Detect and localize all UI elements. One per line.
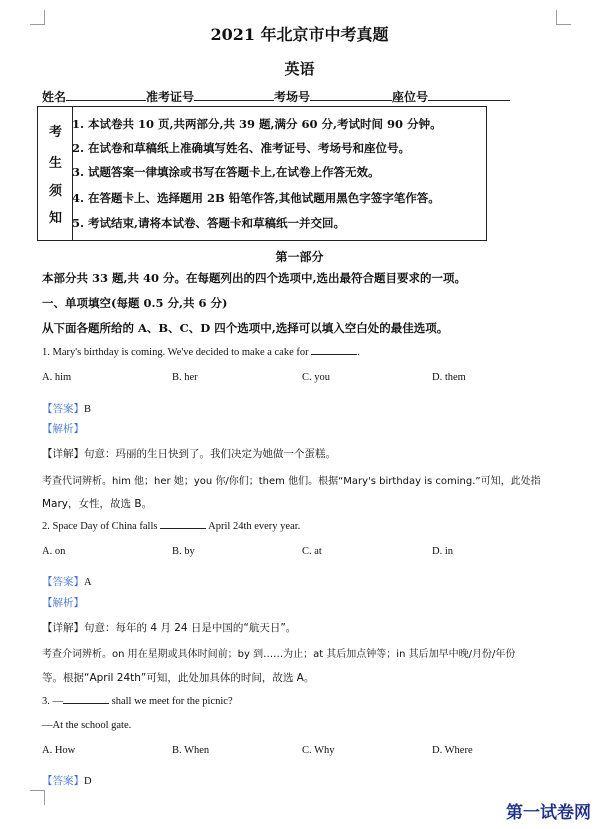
detail-line: 【详解】句意：每年的 4 月 24 日是中国的“航天日”。 bbox=[42, 622, 297, 634]
option-a[interactable]: A. him bbox=[42, 372, 72, 383]
question-3-stem bbox=[42, 695, 233, 707]
answer-tag: 【答案】 bbox=[42, 403, 84, 415]
option-b[interactable]: B. by bbox=[172, 546, 195, 557]
question-stem-text: 3. — bbox=[42, 696, 63, 707]
option-b[interactable]: B. her bbox=[172, 372, 198, 383]
seat-number-field[interactable] bbox=[428, 88, 510, 101]
detail-line: 【详解】句意：玛丽的生日快到了。我们决定为她做一个蛋糕。 bbox=[42, 448, 336, 460]
notes-side-char: 考 bbox=[49, 125, 63, 140]
notes-side-char: 须 bbox=[49, 184, 63, 199]
section-instruction: 从下面各题所给的 A、B、C、D 四个选项中,选择可以填入空白处的最佳选项。 bbox=[42, 321, 449, 335]
notes-rule: 3. 试题答案一律填涂或书写在答题卡上,在试卷上作答无效。 bbox=[72, 165, 380, 179]
exam-number-label: 准考证号 bbox=[146, 90, 195, 104]
question-1-stem bbox=[42, 346, 360, 358]
answer-tag: 【答案】 bbox=[42, 775, 84, 787]
analysis-tag: 【解析】 bbox=[42, 423, 84, 435]
name-label: 姓名 bbox=[42, 90, 67, 104]
answer-value: A bbox=[84, 577, 92, 588]
option-d[interactable]: D. in bbox=[432, 546, 453, 557]
detail-line: 考查代词辨析。him 他；her 她；you 你/你们；them 他们。根据“Mary's birthday is coming.”可知，此处指 bbox=[42, 476, 541, 487]
notes-side-char: 生 bbox=[49, 156, 63, 171]
answer-line bbox=[42, 769, 92, 788]
answer-blank bbox=[63, 695, 109, 704]
seat-number-label: 座位号 bbox=[392, 90, 429, 104]
exam-number-field[interactable] bbox=[194, 88, 274, 101]
answer-value: B bbox=[84, 404, 92, 415]
notes-rule: 5. 考试结束,请将本试卷、答题卡和草稿纸一并交回。 bbox=[72, 216, 346, 230]
option-c[interactable]: C. Why bbox=[302, 745, 335, 756]
question-3-reply: —At the school gate. bbox=[42, 720, 132, 731]
answer-line bbox=[42, 570, 92, 589]
part-intro: 本部分共 33 题,共 40 分。在每题列出的四个选项中,选出最符合题目要求的一项。 bbox=[42, 271, 467, 285]
page-title: 2021 年北京市中考真题 bbox=[210, 25, 389, 44]
crop-mark-bottom-left bbox=[30, 790, 45, 805]
answer-line bbox=[42, 397, 91, 416]
option-d[interactable]: D. Where bbox=[432, 745, 473, 756]
option-b[interactable]: B. When bbox=[172, 745, 210, 756]
part-title: 第一部分 bbox=[275, 250, 324, 264]
question-2-stem bbox=[42, 520, 300, 532]
candidate-info-row bbox=[42, 86, 510, 105]
site-watermark: 第一试卷网 bbox=[506, 803, 591, 823]
question-stem-text: . bbox=[357, 347, 360, 358]
answer-blank bbox=[160, 520, 206, 529]
notes-rule: 1. 本试卷共 10 页,共两部分,共 39 题,满分 60 分,考试时间 90 分钟。 bbox=[72, 117, 442, 131]
page-subtitle: 英语 bbox=[284, 60, 315, 78]
option-d[interactable]: D. them bbox=[432, 372, 466, 383]
option-a[interactable]: A. How bbox=[42, 745, 76, 756]
notes-rule: 2. 在试卷和草稿纸上准确填写姓名、准考证号、考场号和座位号。 bbox=[72, 141, 411, 155]
question-stem-text: 1. Mary's birthday is coming. We've decided to make a cake for bbox=[42, 347, 309, 358]
answer-tag: 【答案】 bbox=[42, 576, 84, 588]
question-stem-text: 2. Space Day of China falls bbox=[42, 521, 158, 532]
question-stem-text: shall we meet for the picnic? bbox=[111, 696, 233, 707]
detail-line: 考查介词辨析。on 用在星期或具体时间前；by 到……为止；at 其后加点钟等；in 其后加早中晚/月份/年份 bbox=[42, 649, 516, 660]
notes-side-label bbox=[38, 107, 73, 240]
option-c[interactable]: C. you bbox=[302, 372, 331, 383]
section-heading: 一、单项填空(每题 0.5 分,共 6 分) bbox=[42, 296, 228, 310]
answer-blank bbox=[311, 346, 357, 355]
analysis-tag: 【解析】 bbox=[42, 597, 84, 609]
exam-room-label: 考场号 bbox=[274, 90, 311, 104]
notes-rule: 4. 在答题卡上、选择题用 2B 铅笔作答,其他试题用黑色字签字笔作答。 bbox=[72, 191, 440, 205]
option-c[interactable]: C. at bbox=[302, 546, 322, 557]
notes-side-char: 知 bbox=[49, 211, 63, 226]
detail-line: 等。根据“April 24th”可知，此处加具体的时间，故选 A。 bbox=[42, 672, 315, 684]
name-field[interactable] bbox=[66, 88, 146, 101]
option-a[interactable]: A. on bbox=[42, 546, 66, 557]
question-stem-text: April 24th every year. bbox=[208, 521, 301, 532]
answer-value: D bbox=[84, 776, 92, 787]
exam-room-field[interactable] bbox=[310, 88, 392, 101]
detail-line: Mary，女性，故选 B。 bbox=[42, 498, 153, 510]
